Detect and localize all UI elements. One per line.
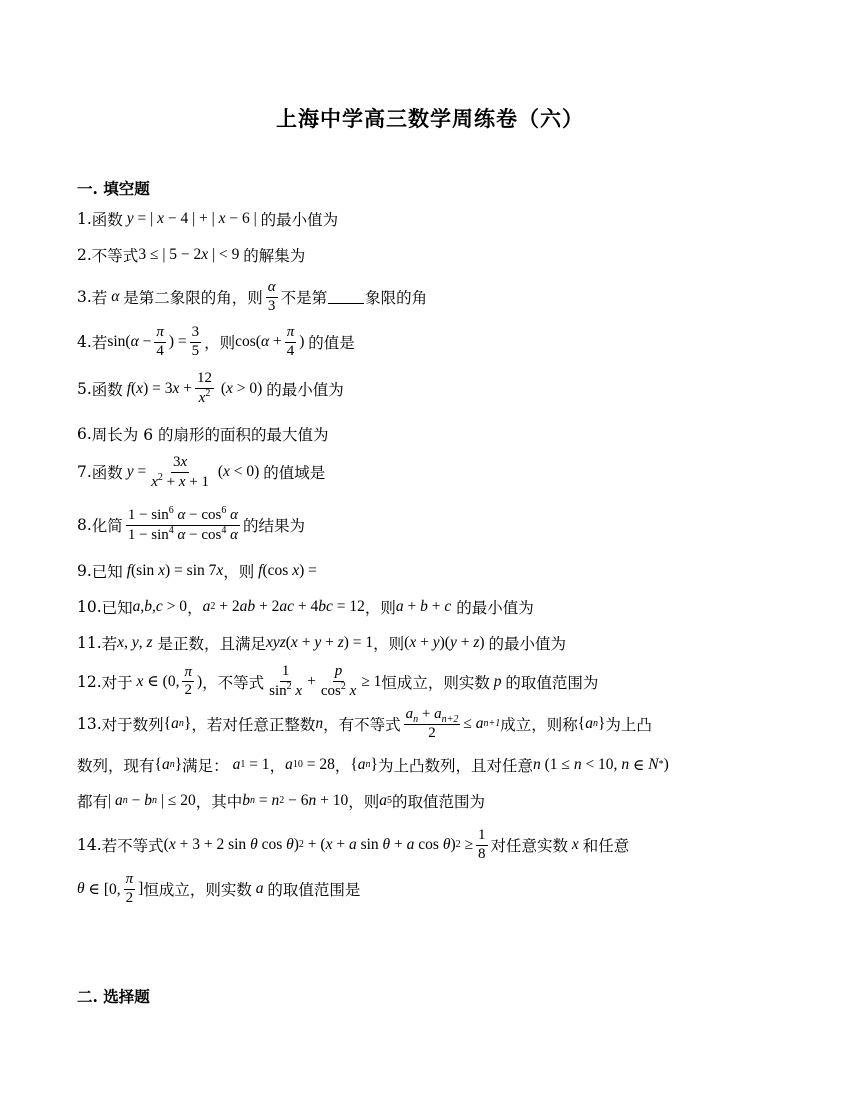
question-1: 1. 函数 y = | x − 4 | + | x − 6 | 的最小值为: [77, 210, 339, 229]
page-title: 上海中学高三数学周练卷（六）: [276, 106, 584, 131]
question-14-line-2: θ ∈ [0, $\frac{\pi}{2}$ ] 恒成立，则实数 a 的取值范围是: [77, 871, 361, 906]
answer-blank[interactable]: [328, 291, 364, 304]
question-13-line-2: 数列，现有 { a n } 满足： a 1 = 1 ， a 10 = 28 ， { a n } 为上凸数列，且对任意 n (1 ≤ n < 10, n ∈ N * ): [77, 756, 669, 775]
question-8: 8. 化简 $\frac{1 - \sin^6 \alpha - \cos^6 \alpha}{1 - \sin^4 \alpha - \cos^4 \alpha}$ 的结果为: [77, 505, 306, 543]
question-2: 2. 不等式 3 ≤ | 5 − 2 x | < 9 的解集为: [77, 246, 306, 265]
question-7: 7. 函数 y = $\frac{3x}{x^2 + x + 1}$ ( x < 0) 的值域是: [77, 454, 326, 490]
section-heading-multiple-choice: 二. 选择题: [77, 987, 150, 1006]
question-3: 3. 若 α 是第二象限的角，则 $\frac{\alpha}{3}$ 不是第 象限的角: [77, 279, 428, 314]
question-13: 13. 对于数列 { a n } ，若对任意正整数 n ，有不等式 $\frac{a_n + a_{n+2}}{2}$ ≤ a n+1 成立，则称 { a n } 为上凸: [77, 706, 652, 741]
question-10: 10. 已知 a , b , c > 0 ， a 2 + 2 ab + 2 ac + 4 bc = 12 ，则 a + b + c 的最小值为: [77, 598, 534, 617]
question-14: 14. 若不等式 ( x + 3 + 2 sin θ cos θ ) 2 + ( x + a sin θ + a cos θ ) 2 ≥ $\frac{1}{8}$ 对任意实数 x 和任意: [77, 827, 630, 862]
question-5: 5. 函数 f ( x ) = 3 x + $\frac{12}{x^2}$ ( x > 0) 的最小值为: [77, 370, 344, 406]
question-9: 9. 已知 f (sin x ) = sin 7 x ，则 f (cos x ) =: [77, 562, 317, 581]
section-heading-fill-in: 一. 填空题: [77, 179, 150, 198]
question-13-line-3: 都有 | a n − b n | ≤ 20 ，其中 b n = n 2 − 6 n + 10 ，则 a 5 的取值范围为: [77, 792, 486, 811]
question-12: 12. 对于 x ∈ (0, $\frac{\pi}{2}$ ) ，不等式 $\frac{1}{\sin^2 x}$ + $\frac{p}{\cos^2 x}$ ≥ 1 恒成立，则实数 p 的取值范围为: [77, 663, 599, 699]
question-6: 6. 周长为 6 的扇形的面积的最大值为: [77, 425, 329, 444]
question-11: 11. 若 x , y , z 是正数，且满足 xyz ( x + y + z ) = 1 ，则 ( x + y )( y + z ) 的最小值为: [77, 634, 566, 653]
question-4: 4. 若 sin( α − $\frac{\pi}{4}$ ) = $\frac{3}{5}$ ，则 cos( α + $\frac{\pi}{4}$ ) 的值是: [77, 324, 355, 359]
